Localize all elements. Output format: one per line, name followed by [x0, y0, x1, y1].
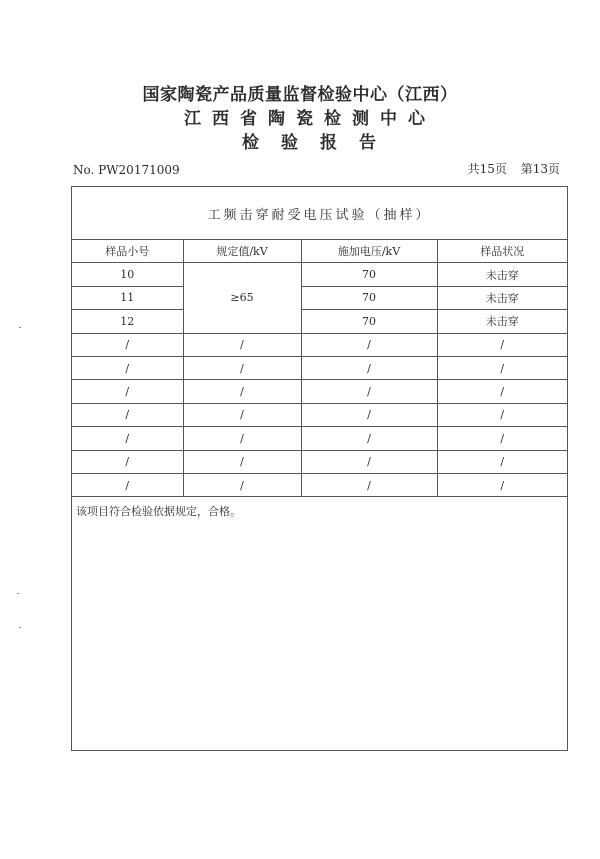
empty-cell: /	[437, 427, 567, 450]
empty-cell: /	[301, 356, 437, 379]
col-header-applied: 施加电压/kV	[301, 240, 437, 263]
empty-cell: /	[183, 427, 301, 450]
conclusion-text: 该项目符合检验依据规定，合格。	[76, 505, 241, 518]
scan-speck	[17, 593, 19, 594]
report-type-title: 检验报告	[242, 133, 398, 153]
empty-cell: /	[301, 403, 437, 426]
specified-value: ≥65	[183, 263, 301, 333]
sample-number: 11	[72, 286, 183, 309]
empty-cell: /	[301, 473, 437, 496]
empty-cell: /	[301, 333, 437, 356]
empty-cell: /	[183, 473, 301, 496]
empty-cell: /	[301, 380, 437, 403]
empty-cell: /	[183, 403, 301, 426]
empty-cell: /	[72, 450, 183, 473]
sample-status: 未击穿	[437, 286, 567, 309]
table-row	[72, 286, 567, 309]
total-pages: 共15页	[467, 162, 507, 176]
empty-cell: /	[437, 380, 567, 403]
empty-cell: /	[437, 473, 567, 496]
table-row-empty	[72, 473, 567, 496]
empty-cell: /	[437, 333, 567, 356]
empty-cell: /	[72, 356, 183, 379]
empty-cell: /	[183, 333, 301, 356]
empty-cell: /	[72, 427, 183, 450]
applied-voltage: 70	[301, 286, 437, 309]
table-row-empty	[72, 450, 567, 473]
org-name-line1: 国家陶瓷产品质量监督检验中心（江西）	[142, 85, 458, 105]
sample-status: 未击穿	[437, 310, 567, 333]
table-row	[72, 310, 567, 333]
applied-voltage: 70	[301, 263, 437, 286]
table-header-row	[72, 240, 567, 263]
empty-cell: /	[437, 403, 567, 426]
report-number: No. PW20171009	[73, 163, 180, 177]
table-row-empty	[72, 427, 567, 450]
test-title: 工频击穿耐受电压试验（抽样）	[207, 207, 432, 223]
org-name-line2: 江西省陶瓷检测中心	[184, 109, 436, 129]
empty-cell: /	[183, 450, 301, 473]
col-header-status: 样品状况	[437, 240, 567, 263]
table-row-empty	[72, 380, 567, 403]
empty-cell: /	[183, 356, 301, 379]
report-frame	[71, 186, 568, 751]
empty-cell: /	[72, 333, 183, 356]
empty-cell: /	[437, 450, 567, 473]
sample-number: 12	[72, 310, 183, 333]
scan-speck	[19, 327, 21, 328]
empty-cell: /	[183, 380, 301, 403]
table-row-empty	[72, 356, 567, 379]
sample-number: 10	[72, 263, 183, 286]
scan-speck	[19, 627, 21, 628]
empty-cell: /	[301, 427, 437, 450]
results-table	[72, 239, 567, 497]
current-page: 第13页	[520, 162, 560, 176]
empty-cell: /	[301, 450, 437, 473]
empty-cell: /	[437, 356, 567, 379]
table-row	[72, 263, 567, 286]
empty-cell: /	[72, 380, 183, 403]
table-row-empty	[72, 333, 567, 356]
empty-cell: /	[72, 473, 183, 496]
empty-cell: /	[72, 403, 183, 426]
sample-status: 未击穿	[437, 263, 567, 286]
col-header-specified: 规定值/kV	[183, 240, 301, 263]
page-info	[468, 160, 560, 177]
applied-voltage: 70	[301, 310, 437, 333]
table-row-empty	[72, 403, 567, 426]
col-header-sample: 样品小号	[72, 240, 183, 263]
